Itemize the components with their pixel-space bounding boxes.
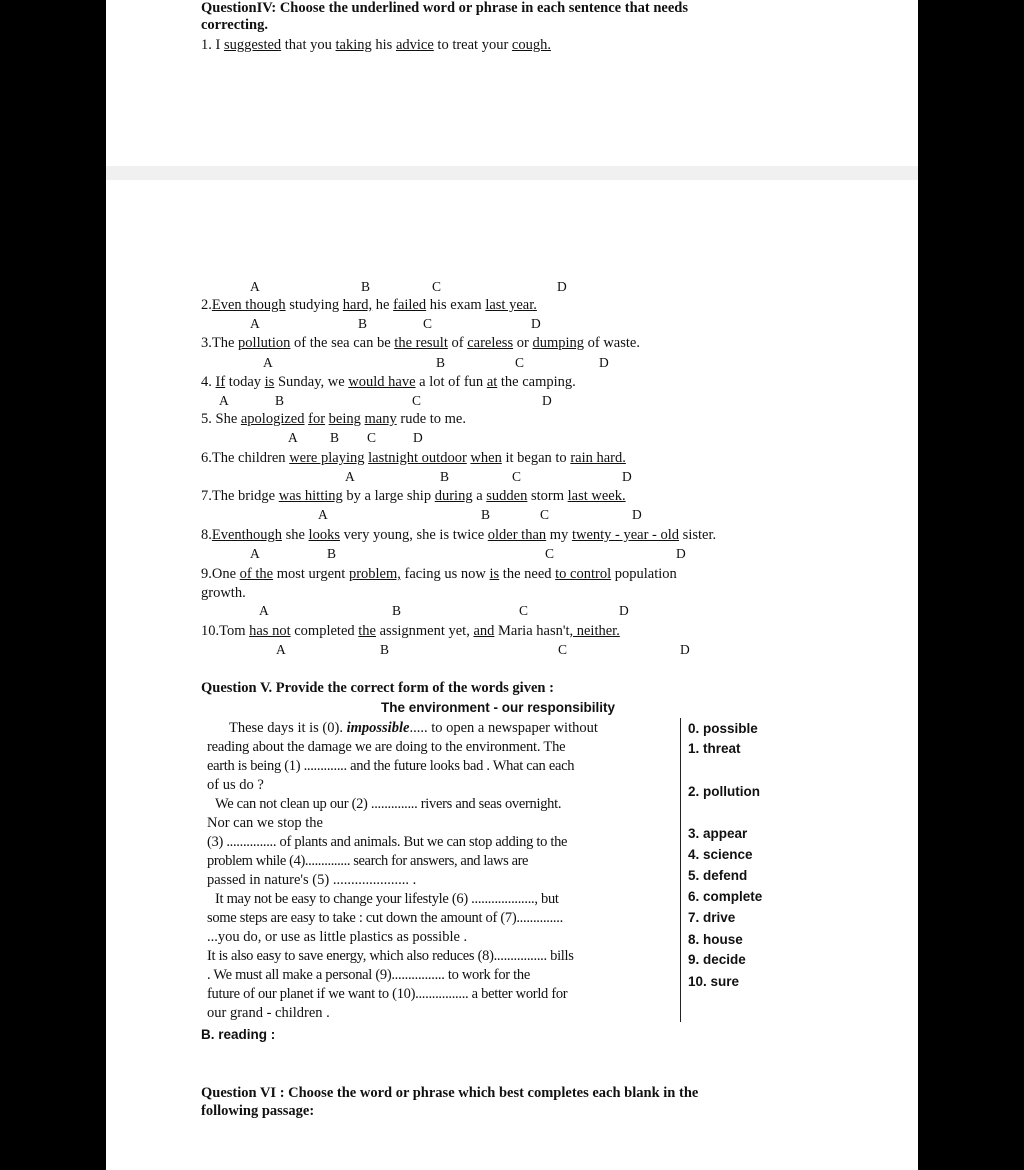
label-d: D	[542, 393, 552, 408]
q4-title: QuestionIV: Choose the underlined word or phrase in each sentence that needs	[201, 0, 688, 16]
word-list-item: 2. pollution	[688, 784, 760, 799]
page-gap	[106, 166, 918, 180]
passage-line-1: reading about the damage we are doing to the environment. The	[207, 739, 566, 755]
passage-line-15: our grand - children .	[207, 1005, 330, 1021]
label-b: B	[275, 393, 285, 408]
passage-line-13: . We must all make a personal (9)................ to work for the	[207, 967, 530, 983]
q5-title: Question V. Provide the correct form of the words given :	[201, 680, 554, 696]
sentence-9: 9.One of the most urgent problem, facing us now is the need to control population	[201, 566, 677, 582]
passage-line-10: some steps are easy to take : cut down the amount of (7)..............	[207, 910, 563, 926]
label-b: B	[361, 279, 371, 294]
label-d: D	[622, 469, 632, 484]
passage-line-14: future of our planet if we want to (10)................ a better world for	[207, 986, 568, 1002]
q6-title-cont: following passage:	[201, 1103, 315, 1119]
label-a: A	[276, 642, 286, 657]
word-list-item: 9. decide	[688, 952, 746, 967]
passage-line-9: It may not be easy to change your lifestyle (6) ..................., but	[215, 891, 559, 907]
label-d: D	[619, 603, 629, 618]
label-c: C	[545, 546, 555, 561]
label-a: A	[259, 603, 269, 618]
label-d: D	[531, 316, 541, 331]
sentence-9-cont: growth.	[201, 585, 246, 601]
word-list-item: 4. science	[688, 847, 753, 862]
word-list-item: 3. appear	[688, 826, 748, 841]
label-c: C	[367, 430, 377, 445]
label-c: C	[540, 507, 550, 522]
sentence-8: 8.Eventhough she looks very young, she is twice older than my twenty - year - old sister.	[201, 527, 717, 543]
passage-line-11: ...you do, or use as little plastics as possible .	[207, 929, 468, 945]
section-b-heading: B. reading :	[201, 1027, 276, 1042]
sentence-7: 7.The bridge was hitting by a large ship during a sudden storm last week.	[201, 488, 626, 504]
label-b: B	[330, 430, 340, 445]
label-a: A	[318, 507, 328, 522]
label-c: C	[515, 355, 525, 370]
q5-subtitle: The environment - our responsibility	[381, 700, 616, 715]
label-d: D	[557, 279, 567, 294]
label-d: D	[599, 355, 609, 370]
label-b: B	[380, 642, 390, 657]
label-b: B	[440, 469, 450, 484]
label-b: B	[436, 355, 446, 370]
sentence-3: 3.The pollution of the sea can be the result of careless or dumping of waste.	[201, 335, 640, 351]
passage-line-7: problem while (4).............. search for answers, and laws are	[207, 853, 529, 869]
passage-line-6: (3) ............... of plants and animals. But we can stop adding to the	[207, 834, 568, 850]
label-b: B	[358, 316, 368, 331]
label-b: B	[327, 546, 337, 561]
passage-line-2: earth is being (1) ............. and the future looks bad . What can each	[207, 758, 575, 774]
passage-line-5: Nor can we stop the	[207, 815, 323, 831]
label-d: D	[680, 642, 690, 657]
word-list-item: 5. defend	[688, 868, 748, 883]
q6-title: Question VI : Choose the word or phrase which best completes each blank in the	[201, 1085, 699, 1101]
passage-line-4: We can not clean up our (2) .............. rivers and seas overnight.	[215, 796, 562, 812]
word-list-item: 6. complete	[688, 889, 763, 904]
label-a: A	[250, 316, 260, 331]
label-d: D	[632, 507, 642, 522]
label-c: C	[558, 642, 568, 657]
label-c: C	[412, 393, 422, 408]
word-list-item: 0. possible	[688, 721, 758, 736]
passage-line-0: These days it is (0). impossible..... to open a newspaper without	[229, 720, 598, 736]
label-a: A	[263, 355, 273, 370]
label-c: C	[432, 279, 442, 294]
label-a: A	[250, 279, 260, 294]
sentence-2: 2.Even though studying hard, he failed his exam last year.	[201, 297, 537, 313]
word-list-item: 10. sure	[688, 974, 740, 989]
sentence-6: 6.The children were playing lastnight outdoor when it began to rain hard.	[201, 450, 626, 466]
label-d: D	[676, 546, 686, 561]
label-c: C	[423, 316, 433, 331]
label-d: D	[413, 430, 423, 445]
sentence-5: 5. She apologized for being many rude to me.	[201, 411, 466, 427]
word-list-item: 1. threat	[688, 741, 741, 756]
label-c: C	[512, 469, 522, 484]
word-list-item: 8. house	[688, 932, 743, 947]
word-list-item: 7. drive	[688, 910, 736, 925]
label-b: B	[481, 507, 491, 522]
label-b: B	[392, 603, 402, 618]
table-divider	[680, 718, 681, 1022]
q4-title-cont: correcting.	[201, 17, 268, 33]
label-a: A	[288, 430, 298, 445]
label-c: C	[519, 603, 529, 618]
passage-line-8: passed in nature's (5) ..................... .	[207, 872, 417, 888]
sentence-1: 1. I suggested that you taking his advice to treat your cough.	[201, 37, 551, 53]
sentence-10: 10.Tom has not completed the assignment yet, and Maria hasn't, neither.	[201, 623, 620, 639]
label-a: A	[250, 546, 260, 561]
passage-line-12: It is also easy to save energy, which also reduces (8)................ bills	[207, 948, 574, 964]
passage-line-3: of us do ?	[207, 777, 264, 793]
label-a: A	[219, 393, 229, 408]
sentence-4: 4. If today is Sunday, we would have a lot of fun at the camping.	[201, 374, 576, 390]
label-a: A	[345, 469, 355, 484]
